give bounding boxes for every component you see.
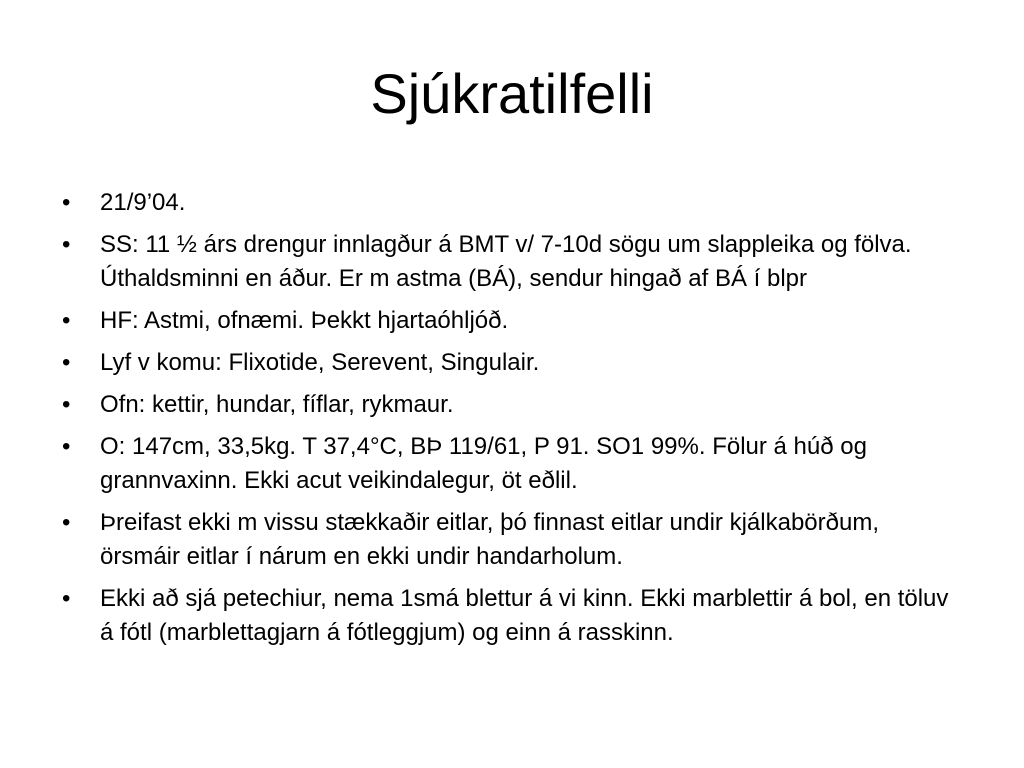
bullet-item (62, 388, 962, 422)
bullet-list (62, 186, 962, 658)
bullet-icon: • (62, 391, 71, 418)
bullet-item (62, 506, 962, 574)
bullet-icon: • (62, 189, 71, 216)
bullet-item (62, 304, 962, 338)
bullet-item (62, 430, 962, 498)
bullet-text: Ofn: kettir, hundar, fíflar, rykmaur. (100, 391, 454, 418)
bullet-icon: • (62, 509, 71, 536)
bullet-text: HF: Astmi, ofnæmi. Þekkt hjartaóhljóð. (100, 307, 509, 334)
slide-title: Sjúkratilfelli (370, 62, 654, 125)
bullet-icon: • (62, 433, 71, 460)
bullet-text: Þreifast ekki m vissu stækkaðir eitlar, þó finnast eitlar undir kjálkabörðum, örsmáir eitlar í nárum en ekki undir handarholum. (100, 509, 879, 570)
bullet-text: 21/9’04. (100, 189, 186, 216)
bullet-icon: • (62, 307, 71, 334)
bullet-item (62, 186, 962, 220)
bullet-item (62, 582, 962, 650)
bullet-item (62, 228, 962, 296)
bullet-icon: • (62, 231, 71, 258)
bullet-text: SS: 11 ½ árs drengur innlagður á BMT v/ 7-10d sögu um slappleika og fölva. Úthaldsminni en áður. Er m astma (BÁ), sendur hingað af BÁ í blpr (100, 231, 912, 292)
bullet-icon: • (62, 349, 71, 376)
bullet-text: Ekki að sjá petechiur, nema 1smá blettur á vi kinn. Ekki marblettir á bol, en töluv á fótl (marblettagjarn á fótleggjum) og einn á rasskinn. (100, 585, 949, 646)
bullet-item (62, 346, 962, 380)
bullet-text: O: 147cm, 33,5kg. T 37,4°C, BÞ 119/61, P 91. SO1 99%. Fölur á húð og grannvaxinn. Ekki acut veikindalegur, öt eðlil. (100, 433, 867, 494)
bullet-icon: • (62, 585, 71, 612)
bullet-text: Lyf v komu: Flixotide, Serevent, Singulair. (100, 349, 540, 376)
